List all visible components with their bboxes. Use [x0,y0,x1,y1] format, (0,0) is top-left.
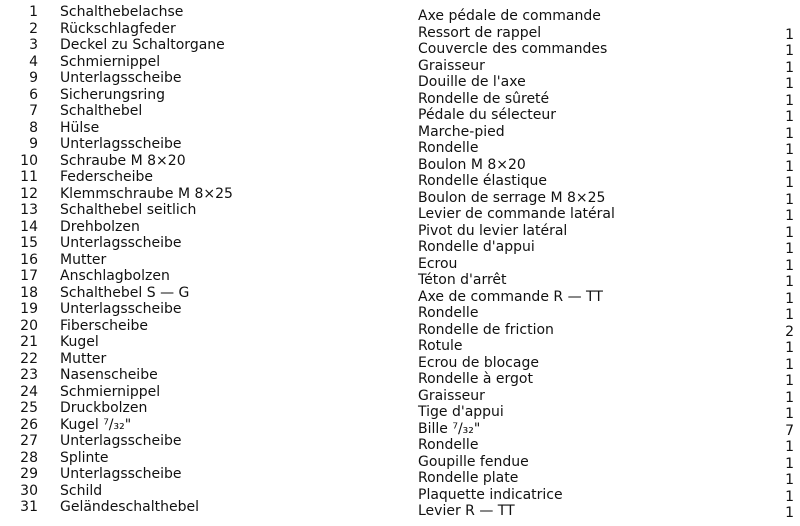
part-number: 13 [20,202,38,218]
part-name-de: Hülse [60,119,100,136]
table-row [0,4,800,24]
part-number: 26 [20,416,38,433]
part-name-fr: Couvercle des commandes [418,41,608,57]
part-number: 29 [20,466,38,482]
part-number: 1 [29,4,38,20]
part-name-fr: Levier de commande latéral [418,206,615,222]
part-name-fr: Marche-pied [418,123,505,140]
part-quantity: 1 [785,340,794,356]
part-quantity: 1 [785,505,794,521]
part-quantity: 1 [785,158,794,175]
table-row [0,235,800,257]
part-quantity: 1 [785,92,794,109]
part-name-de: Schalthebel [60,103,143,119]
part-quantity: 1 [785,274,794,290]
part-quantity: 1 [785,109,794,125]
table-row [0,20,800,43]
part-name-de: Klemmschraube M 8×25 [60,185,233,202]
part-number: 2 [29,20,38,37]
part-number: 21 [20,334,38,350]
part-name-de: Rückschlagfeder [60,20,176,37]
part-number: 10 [20,152,38,169]
part-name-de: Federscheibe [60,169,154,185]
part-name-de: Schalthebel S — G [60,284,190,301]
part-quantity: 1 [785,241,794,257]
table-row [0,350,800,373]
part-number: 9 [29,70,38,86]
part-quantity: 1 [785,142,794,158]
part-name-de: Schild [60,482,103,499]
part-quantity: 1 [785,488,794,505]
part-quantity: 1 [785,439,794,455]
part-name-fr: Ressort de rappel [418,24,542,41]
part-name-fr: Rondelle élastique [418,173,548,189]
part-quantity: 1 [785,307,794,323]
part-number: 8 [29,119,38,136]
part-name-fr: Rondelle [418,140,479,156]
table-row [0,268,800,290]
part-name-fr: Boulon de serrage M 8×25 [418,189,606,206]
part-quantity: 1 [785,26,794,43]
table-row [0,367,800,389]
table-row [0,152,800,175]
part-number: 12 [20,185,38,202]
part-number: 19 [20,301,38,317]
part-name-de: Schalthebel seitlich [60,202,197,218]
table-row [0,416,800,439]
table-row [0,482,800,505]
part-name-fr: Graisseur [418,387,485,404]
part-name-de: Unterlagsscheibe [60,301,182,317]
table-row [0,400,800,422]
table-row [0,383,800,406]
part-name-de: Deckel zu Schaltorgane [60,37,225,53]
part-number: 15 [20,235,38,251]
part-name-de: Schmiernippel [60,383,161,400]
table-row [0,301,800,323]
part-name-de: Unterlagsscheibe [60,136,182,152]
part-name-de: Fiberscheibe [60,317,149,334]
part-name-de: Nasenscheibe [60,367,158,383]
table-row [0,251,800,274]
part-name-fr: Rondelle [418,437,479,453]
part-name-de: Unterlagsscheibe [60,70,182,86]
part-name-fr: Rondelle à ergot [418,371,533,387]
part-name-de: Splinte [60,449,109,466]
part-number: 28 [20,449,38,466]
part-name-de: Drehbolzen [60,218,140,235]
part-number: 23 [20,367,38,383]
part-name-fr: Tige d'appui [418,404,504,420]
part-name-fr: Levier R — TT [418,503,515,519]
part-number: 27 [20,433,38,449]
part-name-fr: Douille de l'axe [418,74,526,90]
part-name-de: Schraube M 8×20 [60,152,186,169]
part-quantity: 1 [785,208,794,224]
part-quantity: 7 [785,422,794,439]
part-number: 22 [20,350,38,367]
part-name-fr: Téton d'arrêt [418,272,507,288]
part-quantity: 1 [785,257,794,274]
table-row [0,86,800,109]
part-number: 14 [20,218,38,235]
part-number: 20 [20,317,38,334]
part-name-fr: Rondelle [418,305,479,321]
part-quantity: 1 [785,356,794,373]
part-name-de: Schalthebelachse [60,4,184,20]
part-name-de: Sicherungsring [60,86,166,103]
table-row [0,119,800,142]
table-row [0,449,800,472]
part-name-fr: Axe pédale de commande [418,8,601,24]
part-name-de: Unterlagsscheibe [60,466,182,482]
table-row [0,37,800,59]
part-number: 25 [20,400,38,416]
part-number: 6 [29,86,38,103]
part-number: 3 [29,37,38,53]
part-name-fr: Rondelle de sûreté [418,90,550,107]
part-quantity: 2 [785,323,794,340]
part-name-de: Druckbolzen [60,400,148,416]
part-quantity: 1 [785,290,794,307]
part-number: 30 [20,482,38,499]
part-quantity: 1 [785,43,794,59]
table-row [0,202,800,224]
table-row [0,317,800,340]
part-quantity: 1 [785,175,794,191]
part-quantity: 1 [785,224,794,241]
part-quantity: 1 [785,472,794,488]
part-quantity: 1 [785,389,794,406]
part-name-de: Geländeschalthebel [60,499,200,515]
table-row [0,169,800,191]
part-name-de: Mutter [60,350,107,367]
part-name-fr: Bille ⁷/₃₂" [418,420,481,437]
part-number: 9 [29,136,38,152]
part-number: 24 [20,383,38,400]
part-quantity: 1 [785,373,794,389]
part-quantity: 1 [785,455,794,472]
part-name-de: Anschlagbolzen [60,268,170,284]
part-name-fr: Rotule [418,338,463,354]
part-name-fr: Pédale du sélecteur [418,107,557,123]
table-row [0,218,800,241]
part-number: 7 [29,103,38,119]
part-name-de: Kugel ⁷/₃₂" [60,416,132,433]
part-quantity: 1 [785,59,794,76]
part-name-de: Unterlagsscheibe [60,433,182,449]
table-row [0,334,800,356]
table-row [0,53,800,76]
table-row [0,136,800,158]
part-number: 11 [20,169,38,185]
part-number: 16 [20,251,38,268]
table-row [0,284,800,307]
table-row [0,499,800,521]
part-quantity: 1 [785,125,794,142]
part-name-fr: Rondelle plate [418,470,519,486]
part-name-fr: Axe de commande R — TT [418,288,603,305]
part-name-fr: Goupille fendue [418,453,529,470]
part-number: 18 [20,284,38,301]
table-row [0,103,800,125]
part-name-de: Schmiernippel [60,53,161,70]
part-quantity: 1 [785,406,794,422]
part-number: 4 [29,53,38,70]
part-name-fr: Rondelle d'appui [418,239,535,255]
part-name-fr: Ecrou [418,255,458,272]
part-name-fr: Pivot du levier latéral [418,222,568,239]
part-name-fr: Graisseur [418,57,485,74]
part-name-fr: Plaquette indicatrice [418,486,563,503]
part-quantity: 1 [785,191,794,208]
part-name-fr: Boulon M 8×20 [418,156,526,173]
table-row [0,70,800,92]
part-name-de: Mutter [60,251,107,268]
part-name-fr: Ecrou de blocage [418,354,539,371]
part-number: 31 [20,499,38,515]
part-quantity: 1 [785,76,794,92]
table-row [0,185,800,208]
part-number: 17 [20,268,38,284]
part-name-fr: Rondelle de friction [418,321,554,338]
part-name-de: Unterlagsscheibe [60,235,182,251]
table-row [0,433,800,455]
part-name-de: Kugel [60,334,99,350]
table-row [0,466,800,488]
